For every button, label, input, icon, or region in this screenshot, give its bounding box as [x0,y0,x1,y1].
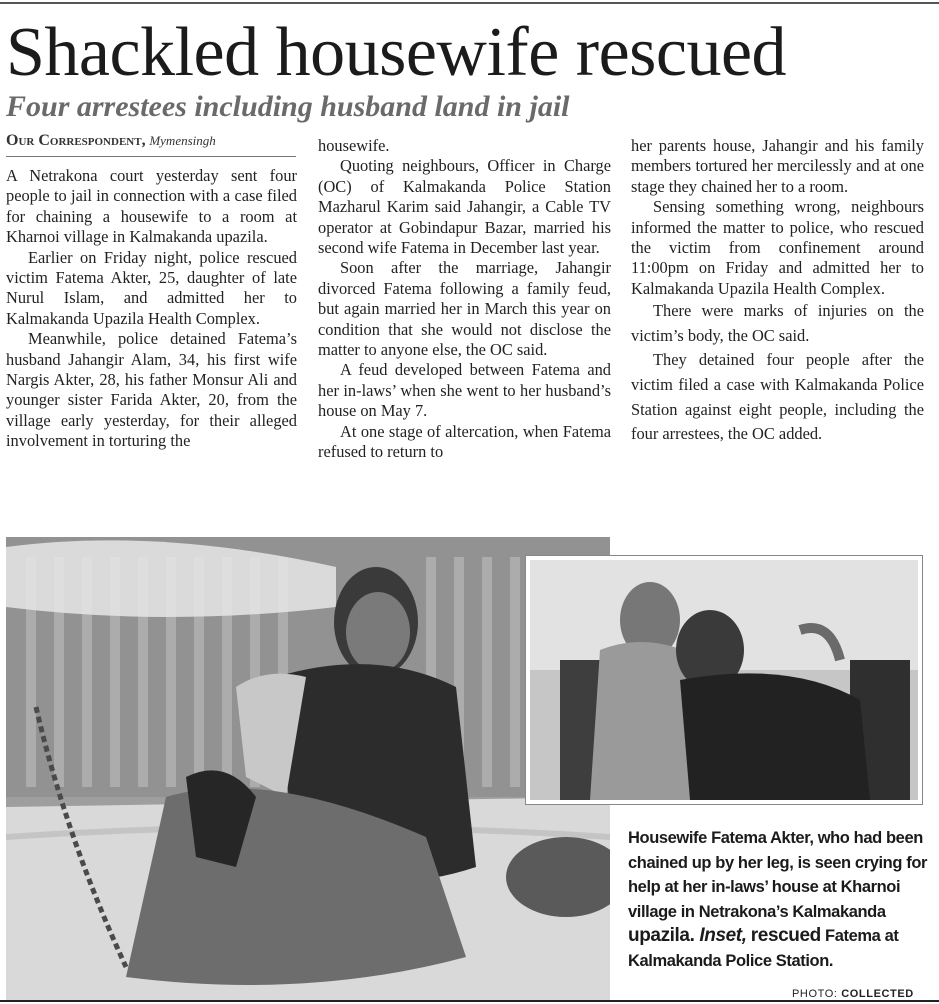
photo-credit [792,988,914,1000]
paragraph: They detained four people after the victim filed a case with Kalmakanda Police Station against eight people, including the four arrestees, the OC added. [631,350,924,444]
bottom-rule [0,1000,939,1002]
byline [6,132,296,150]
inset-photo [525,555,923,805]
caption-text: upazila. [628,925,695,946]
top-rule [0,2,939,4]
credit-label: PHOTO: [792,988,838,1000]
paragraph: her parents house, Jahangir and his family members tortured her mercilessly and at one stage they chained her to a room. [631,136,924,196]
paragraph: Soon after the marriage, Jahangir divorced Fatema following a family feud, but again married her in March this year on condition that she would not disclose the matter to anyone else, the OC said. [318,258,611,360]
article-column-2 [318,136,611,463]
paragraph: At one stage of altercation, when Fatema refused to return to [318,421,611,462]
article-column-3 [631,136,924,447]
byline-location: Mymensingh [149,133,216,148]
paragraph: housewife. [318,136,390,155]
caption-text: Housewife Fatema Akter, who had been chained up by her leg, is seen crying for help at her in-laws’ house at Kharnoi village in Netrakona’s Kalmakanda [628,829,928,921]
caption-text: Inset, [694,925,747,946]
inset-photo-frame [530,560,918,800]
paragraph: A feud developed between Fatema and her in-laws’ when she went to her husband’s house on May 7. [318,360,611,421]
caption-text: rescued [750,925,821,946]
paragraph: Earlier on Friday night, police rescued victim Fatema Akter, 25, daughter of late Nurul Islam, and admitted her to Kalmakanda Upazila Health Complex. [6,247,297,328]
subheadline: Four arrestees including husband land in jail [6,90,570,123]
paragraph: Sensing something wrong, neighbours informed the matter to police, who rescued the victim from confinement around 11:00pm on Friday and admitted her to Kalmakanda Upazila Health Complex. [631,197,924,298]
caption-text: Fatema at Kalmakanda Police Station. [628,927,899,970]
paragraph: Quoting neighbours, Officer in Charge (OC) of Kalmakanda Police Station Mazharul Karim said Jahangir, a Cable TV operator at Gobindapur Bazar, married his second wife Fatema in December last year. [318,156,611,258]
headline: Shackled housewife rescued [6,14,787,91]
paragraph: A Netrakona court yesterday sent four people to jail in connection with a case filed for chaining a housewife to a room at Kharnoi village in Kalmakanda upazila. [6,166,297,247]
article-column-1 [6,166,297,452]
inset-photo-image [530,560,918,800]
byline-author: Our Correspondent, [6,132,146,149]
paragraph: There were marks of injuries on the victim’s body, the OC said. [631,301,924,345]
credit-source: COLLECTED [841,988,914,1000]
main-photo-image [6,537,610,1000]
photo-caption [628,826,928,973]
main-photo [6,537,610,1000]
byline-divider [6,156,296,157]
paragraph: Meanwhile, police detained Fatema’s husband Jahangir Alam, 34, his first wife Nargis Akter, 28, his father Monsur Ali and younger sister Farida Akter, 20, from the village early yesterday, for their alleged involvement in torturing the [6,329,297,451]
